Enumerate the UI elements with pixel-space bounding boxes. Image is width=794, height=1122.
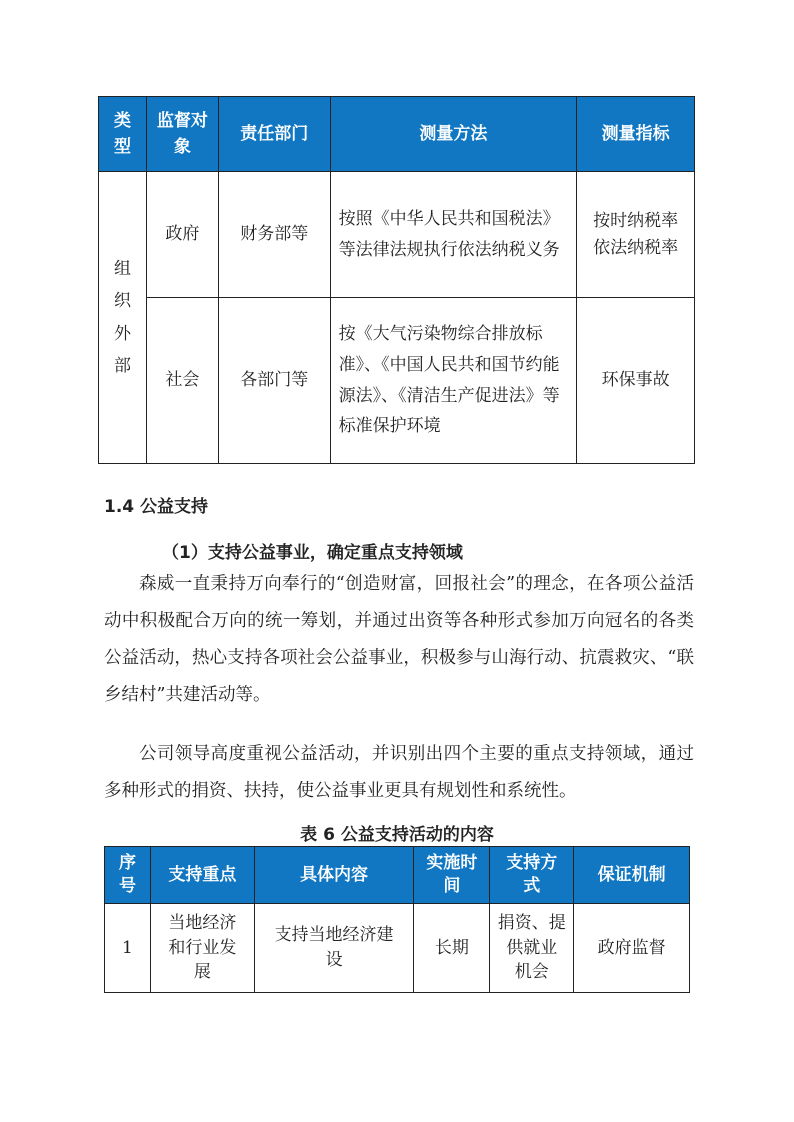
paragraph: 公司领导高度重视公益活动，并识别出四个主要的重点支持领域，通过多种形式的捐资、扶持，使公益事业更具有规划性和系统性。 [104, 744, 694, 801]
table-row [99, 172, 695, 298]
header-target: 监督对 象 [146, 97, 218, 172]
header-focus: 支持重点 [150, 847, 254, 904]
target-cell: 社会 [146, 298, 218, 464]
header-dept: 责任部门 [218, 97, 330, 172]
paragraph: 森威一直秉持万向奉行的“创造财富，回报社会”的理念，在各项公益活动中积极配合万向的统一筹划，并通过出资等各种形式参加万向冠名的各类公益活动，热心支持各项社会公益事业，积极参与山海行动、抗震救灾、“联乡结村”共建活动等。 [104, 574, 694, 705]
table-header-row [99, 97, 695, 172]
method-cell: 按照《中华人民共和国税法》等法律法规执行依法纳税义务 [330, 172, 577, 298]
table-row [105, 904, 690, 993]
table-row [99, 298, 695, 464]
table-caption: 表 6 公益支持活动的内容 [300, 825, 494, 845]
content-cell: 支持当地经济建 设 [254, 904, 414, 993]
header-method: 测量方法 [330, 97, 577, 172]
charity-table [104, 846, 690, 993]
header-mode: 支持方 式 [490, 847, 574, 904]
time-cell: 长期 [414, 904, 490, 993]
target-cell: 政府 [146, 172, 218, 298]
section-heading: 1.4 公益支持 [104, 497, 209, 517]
supervision-table [98, 96, 695, 464]
section-subheading: （1）支持公益事业，确定重点支持领域 [162, 543, 463, 563]
header-content: 具体内容 [254, 847, 414, 904]
type-cell: 组 织 外 部 [99, 172, 147, 464]
header-no: 序 号 [105, 847, 151, 904]
table-header-row [105, 847, 690, 904]
header-time: 实施时 间 [414, 847, 490, 904]
header-metric: 测量指标 [577, 97, 695, 172]
dept-cell: 各部门等 [218, 298, 330, 464]
dept-cell: 财务部等 [218, 172, 330, 298]
guarantee-cell: 政府监督 [574, 904, 690, 993]
method-cell: 按《大气污染物综合排放标准》、《中国人民共和国节约能源法》、《清洁生产促进法》等标准保护环境 [330, 298, 577, 464]
focus-cell: 当地经济 和行业发 展 [150, 904, 254, 993]
header-type: 类 型 [99, 97, 147, 172]
metric-cell: 按时纳税率 依法纳税率 [577, 172, 695, 298]
header-guarantee: 保证机制 [574, 847, 690, 904]
mode-cell: 捐资、提 供就业 机会 [490, 904, 574, 993]
no-cell: 1 [105, 904, 151, 993]
metric-cell: 环保事故 [577, 298, 695, 464]
